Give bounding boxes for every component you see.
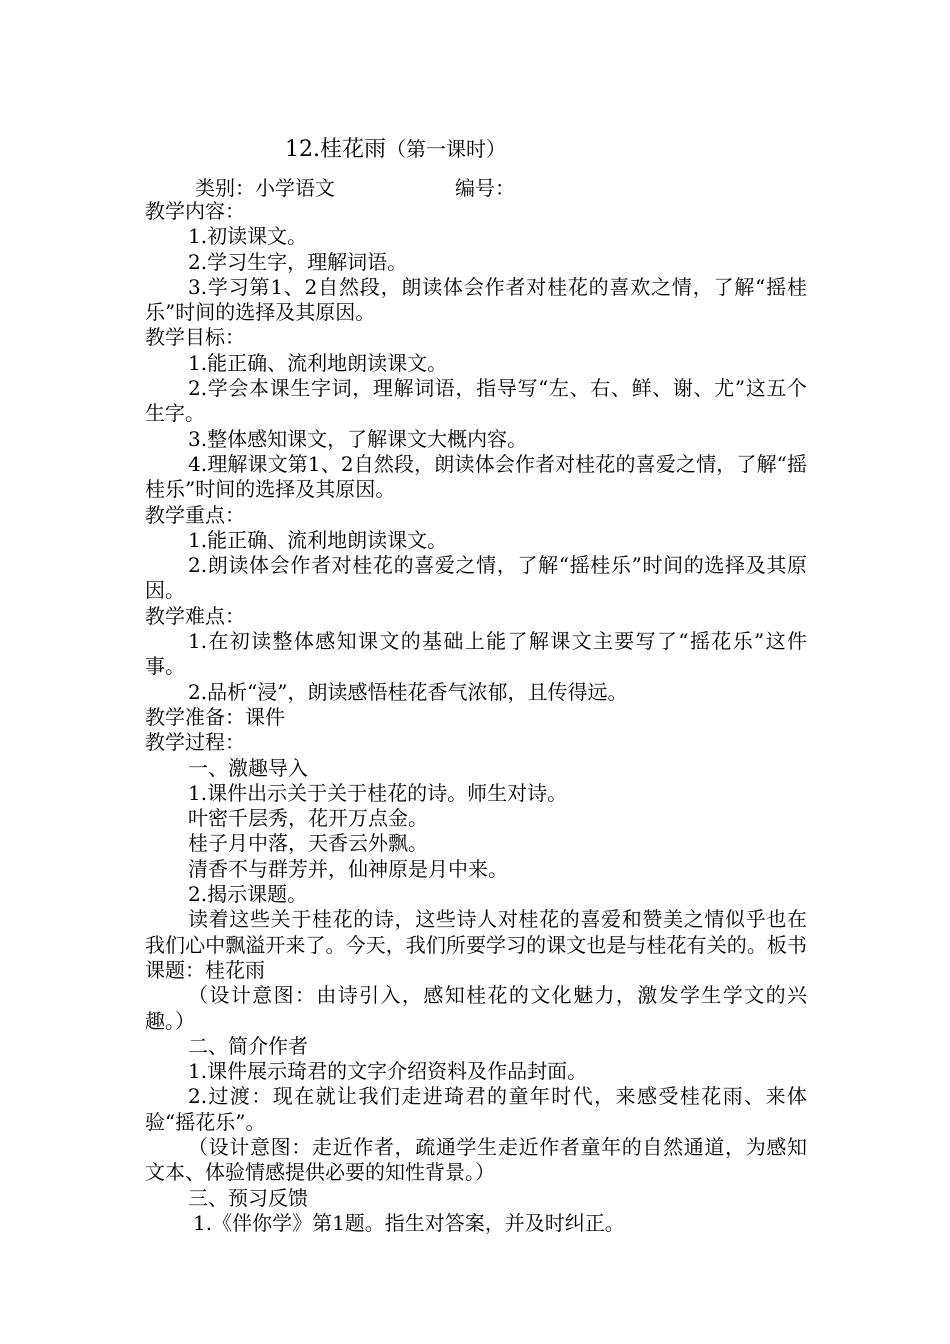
paragraph: （设计意图：由诗引入，感知桂花的文化魅力，激发学生学文的兴趣。） (145, 983, 807, 1033)
paragraph: 2.朗读体会作者对桂花的喜爱之情，了解“摇桂乐”时间的选择及其原因。 (145, 553, 807, 603)
paragraph: 清香不与群芳并，仙神原是月中来。 (188, 856, 508, 881)
paragraph: 叶密千层秀，花开万点金。 (188, 806, 428, 831)
paragraph: 桂子月中落，天香云外飘。 (188, 831, 428, 856)
paragraph: 4.理解课文第1、2自然段，朗读体会作者对桂花的喜爱之情，了解“摇桂乐”时间的选择及其原因。 (145, 451, 807, 502)
paragraph: 2.过渡：现在就让我们走进琦君的童年时代，来感受桂花雨、来体验“摇花乐”。 (145, 1084, 807, 1134)
paragraph: 2.品析“浸”，朗读感悟桂花香气浓郁，且传得远。 (188, 679, 628, 704)
paragraph: 三、预习反馈 (188, 1185, 308, 1210)
paragraph: 2.学会本课生字词，理解词语，指导写“左、右、鲜、谢、尤”这五个生字。 (145, 376, 807, 426)
title-sub: （第一课时） (386, 137, 506, 161)
section-heading: 教学准备：课件 (145, 704, 285, 729)
category-label: 类别：小学语文 (195, 176, 335, 200)
paragraph: 3.学习第1、2自然段，朗读体会作者对桂花的喜欢之情，了解“摇桂乐”时间的选择及其原因。 (145, 274, 807, 325)
paragraph: 1.《伴你学》第1题。指生对答案，并及时纠正。 (193, 1210, 625, 1235)
section-heading: 教学目标： (145, 325, 245, 350)
number-label: 编号： (455, 176, 515, 200)
paragraph: 1.能正确、流利地朗读课文。 (188, 527, 448, 552)
paragraph: 1.初读课文。 (188, 224, 308, 249)
section-heading: 教学内容： (145, 199, 245, 223)
paragraph: （设计意图：走近作者，疏通学生走近作者童年的自然通道，为感知文本、体验情感提供必要的知性背景。） (145, 1134, 807, 1185)
section-heading: 教学过程： (145, 730, 245, 755)
paragraph: 读着这些关于桂花的诗，这些诗人对桂花的喜爱和赞美之情似乎也在我们心中飘溢开来了。今天，我们所要学习的课文也是与桂花有关的。板书课题：桂花雨 (145, 907, 807, 982)
paragraph: 一、激趣导入 (188, 755, 308, 780)
paragraph: 3.整体感知课文，了解课文大概内容。 (188, 426, 528, 451)
paragraph: 1.课件展示琦君的文字介绍资料及作品封面。 (188, 1059, 588, 1084)
paragraph: 1.在初读整体感知课文的基础上能了解课文主要写了“摇花乐”这件事。 (145, 629, 807, 679)
paragraph: 二、简介作者 (188, 1033, 308, 1058)
title-main: 12.桂花雨 (285, 137, 386, 162)
paragraph: 1.课件出示关于关于桂花的诗。师生对诗。 (188, 780, 568, 805)
document-body (145, 199, 807, 1236)
meta-line (195, 174, 515, 202)
section-heading: 教学难点： (145, 603, 245, 628)
paragraph: 1.能正确、流利地朗读课文。 (188, 350, 448, 375)
paragraph: 2.学习生字，理解词语。 (188, 249, 408, 274)
paragraph: 2.揭示课题。 (188, 882, 308, 907)
document-title (285, 134, 506, 165)
section-heading: 教学重点： (145, 502, 245, 527)
